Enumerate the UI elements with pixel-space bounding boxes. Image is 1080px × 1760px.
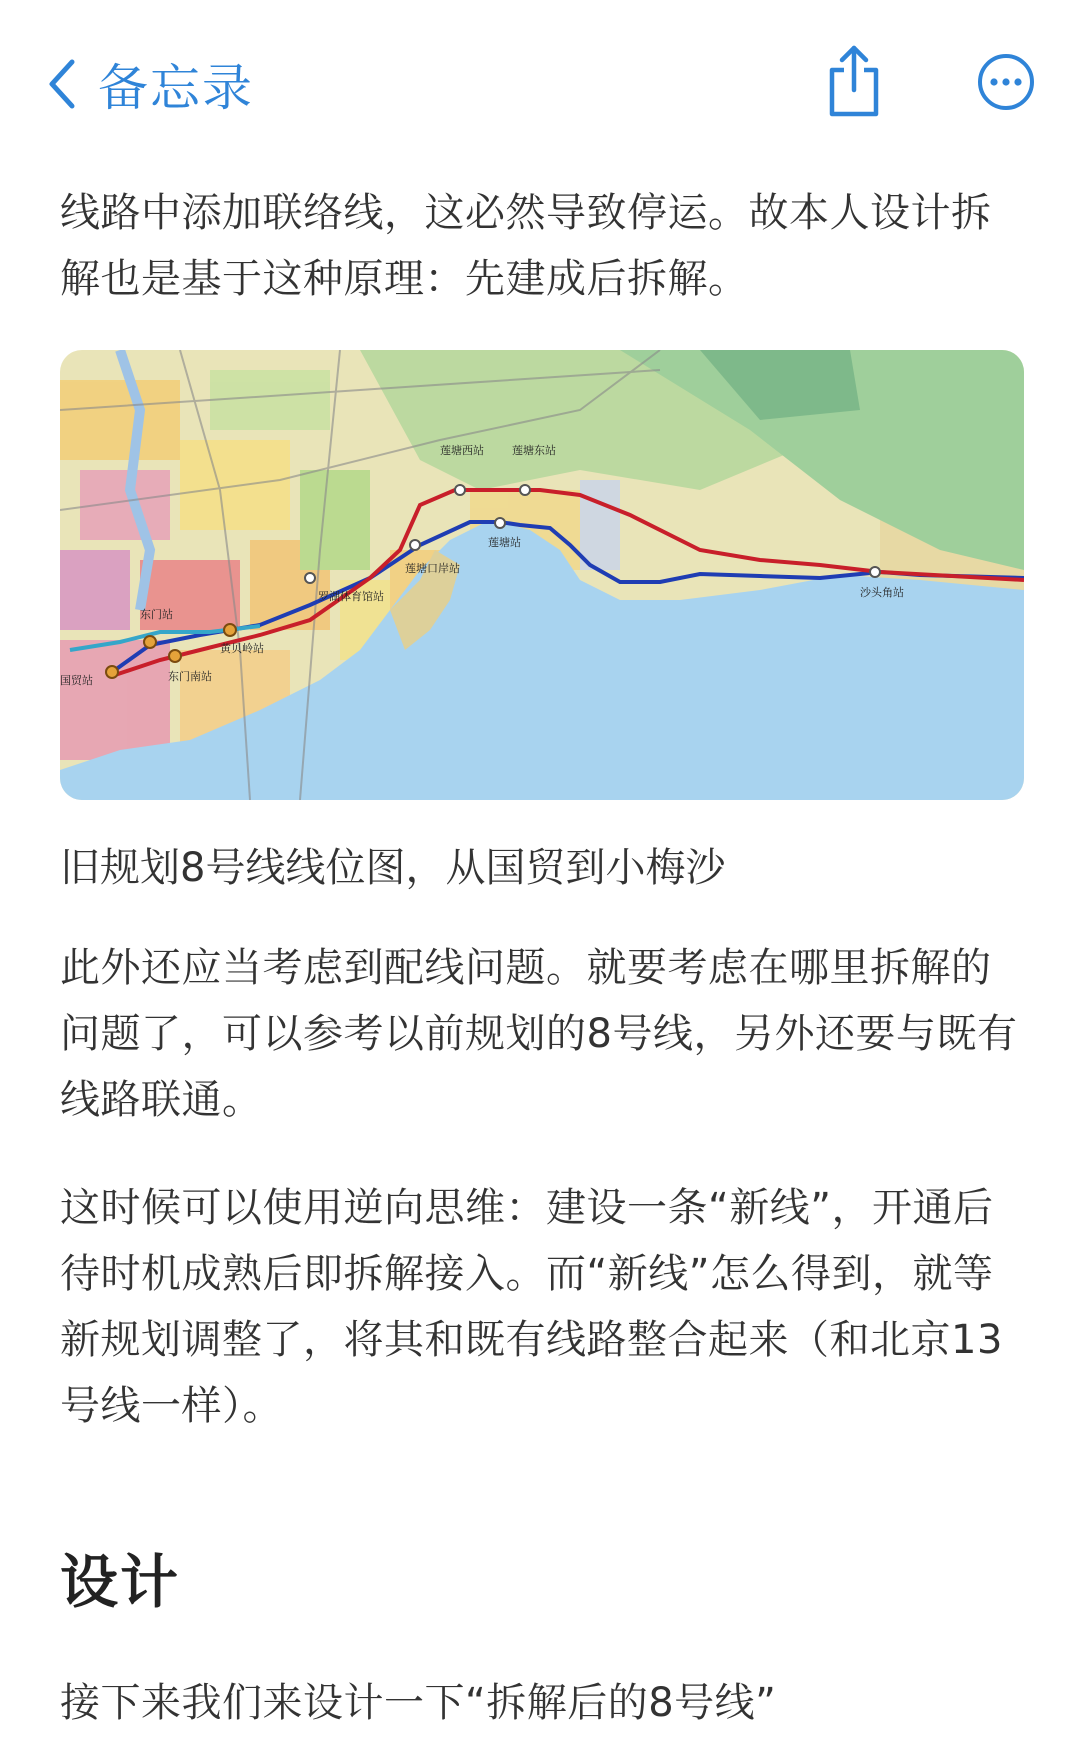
station-label-dongmen: 东门站 (140, 608, 173, 621)
back-label: 备忘录 (98, 59, 254, 117)
station-label-shatoujiao: 沙头角站 (860, 586, 904, 599)
paragraph-1: 线路中添加联络线，这必然导致停运。故本人设计拆解也是基于这种原理：先建成后拆解。 (60, 190, 992, 302)
paragraph-2: 此外还应当考虑到配线问题。就要考虑在哪里拆解的问题了，可以参考以前规划的8号线，另外还要与既有线路联通。 (60, 945, 1018, 1123)
back-button[interactable] (44, 48, 254, 120)
station-label-dongmennan: 东门南站 (168, 670, 212, 683)
share-icon[interactable] (822, 40, 886, 120)
station-label-liantangdong: 莲塘东站 (512, 444, 556, 457)
paragraph-4: 接下来我们来设计一下“拆解后的8号线” (60, 1680, 777, 1726)
station-label-guomao: 国贸站 (60, 674, 93, 687)
station-label-luohutiyuguan: 罗湖体育馆站 (318, 590, 384, 603)
map-svg (60, 350, 1024, 800)
navigation-bar (0, 0, 1080, 170)
section-heading: 设计 (60, 1548, 181, 1616)
paragraph-3: 这时候可以使用逆向思维：建设一条“新线”，开通后待时机成熟后即拆解接入。而“新线”怎么得到，就等新规划调整了，将其和既有线路整合起来（和北京13号线一样）。 (60, 1185, 1003, 1429)
chevron-left-icon (44, 56, 78, 112)
station-label-huangbeiling: 黄贝岭站 (220, 642, 264, 655)
station-label-liantang: 莲塘站 (488, 536, 521, 549)
more-icon[interactable] (976, 52, 1036, 112)
station-label-liantangxi: 莲塘西站 (440, 444, 484, 457)
figure-caption: 旧规划8号线线位图，从国贸到小梅沙 (60, 845, 726, 891)
line-8-map-image[interactable] (60, 350, 1024, 800)
station-label-liantangkouan: 莲塘口岸站 (405, 562, 460, 575)
